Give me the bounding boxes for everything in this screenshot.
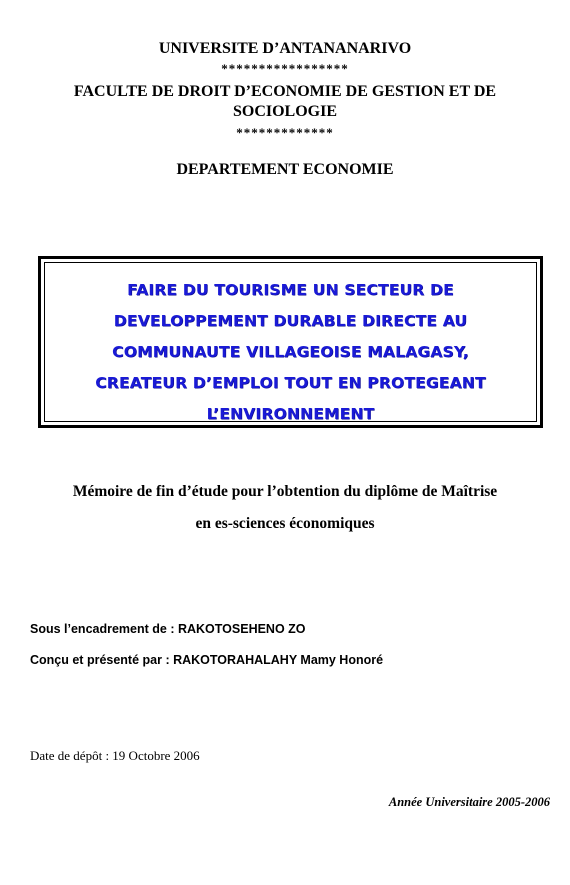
thesis-title [41, 275, 540, 430]
faculty-line-2: SOCIOLOGIE [232, 103, 338, 120]
supervisor-line: Sous l’encadrement de : RAKOTOSEHENO ZO [30, 622, 306, 636]
university-name: UNIVERSITE D’ANTANANARIVO [158, 40, 412, 57]
academic-year: Année Universitaire 2005-2006 [388, 795, 550, 809]
department-name: DEPARTEMENT ECONOMIE [176, 161, 394, 178]
title-line: COMMUNAUTE VILLAGEOISE MALAGASY, [112, 343, 469, 361]
title-frame [38, 256, 543, 428]
memoire-line: Mémoire de fin d’étude pour l’obtention du diplôme de Maîtrise [72, 483, 498, 500]
separator-stars: ************* [236, 125, 334, 140]
title-line: DEVELOPPEMENT DURABLE DIRECTE AU [113, 312, 468, 330]
author-line: Conçu et présenté par : RAKOTORAHALAHY Mamy Honoré [30, 653, 384, 667]
title-line: FAIRE DU TOURISME UN SECTEUR DE [127, 281, 454, 299]
submission-date: Date de dépôt : 19 Octobre 2006 [30, 748, 200, 763]
faculty-line-1: FACULTE DE DROIT D’ECONOMIE DE GESTION ET DE [73, 83, 497, 100]
memoire-description [0, 476, 570, 540]
memoire-line: en es-sciences économiques [195, 515, 375, 532]
separator-stars: ***************** [221, 61, 349, 76]
title-line: CREATEUR D’EMPLOI TOUT EN PROTEGEANT [95, 374, 486, 392]
title-line: L’ENVIRONNEMENT [206, 405, 375, 423]
